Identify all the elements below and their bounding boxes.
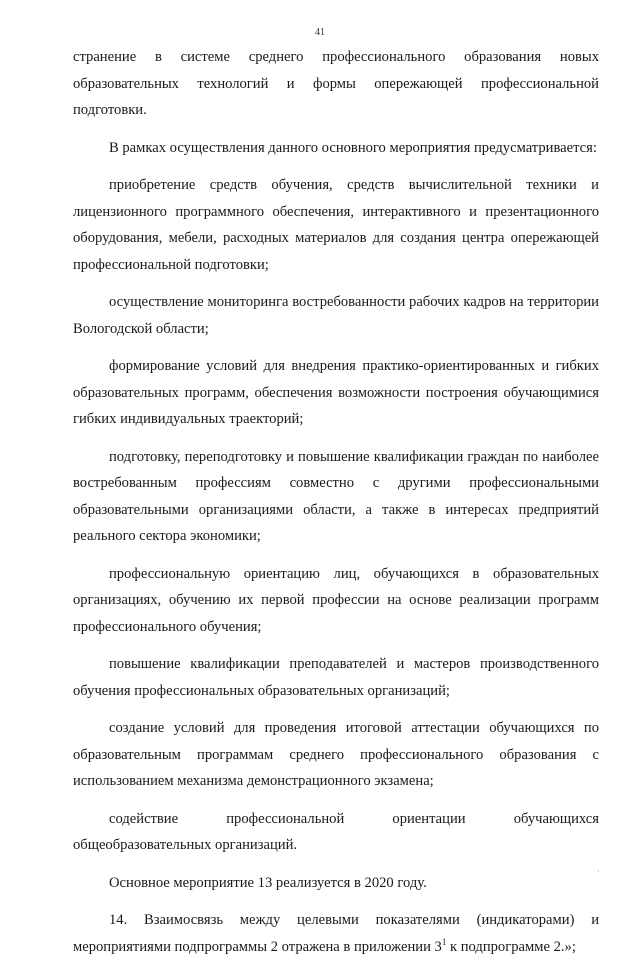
paragraph-intro: В рамках осуществления данного основного мероприятия предусматривается: bbox=[109, 139, 597, 156]
scan-mark: · bbox=[597, 867, 600, 876]
paragraph-continuation: странение в системе среднего профессионального образования новых образовательных технологий и формы опережающей профессиональной подготовки. bbox=[73, 49, 599, 118]
list-item-spread-line: содействие профессиональной ориентации обучающихся bbox=[109, 810, 599, 827]
appendix-superscript: 1 bbox=[441, 936, 447, 947]
list-item-last-line: общеобразовательных организаций. bbox=[73, 837, 298, 853]
list-item: осуществление мониторинга востребованности рабочих кадров на территории Вологодской области; bbox=[73, 294, 599, 337]
list-item: формирование условий для внедрения практико-ориентированных и гибких образовательных программ, обеспечения возможности построения обучающимися гибких индивидуальных траекторий; bbox=[73, 358, 599, 427]
list-item: профессиональную ориентацию лиц, обучающихся в образовательных организациях, обучению их первой профессии на основе реализации программ профессионального обучения; bbox=[73, 565, 599, 635]
list-item: повышение квалификации преподавателей и мастеров производственного обучения профессиональных образовательных организаций; bbox=[73, 656, 599, 699]
list-item: подготовку, переподготовку и повышение квалификации граждан по наиболее востребованным профессиям совместно с другими профессиональными образовательными организациями области, а также в интересах предприятий реального сектора экономики; bbox=[73, 448, 599, 544]
list-item: создание условий для проведения итоговой аттестации обучающихся по образовательным программам среднего профессионального образования с использованием механизма демонстрационного экзамена; bbox=[73, 720, 599, 789]
list-item: приобретение средств обучения, средств вычислительной техники и лицензионного программного обеспечения, интерактивного и презентационного оборудования, мебели, расходных материалов для создания центра опережающей профессиональной подготовки; bbox=[73, 177, 599, 273]
document-body bbox=[73, 44, 599, 971]
section-14-tail: к подпрограмме 2.»; bbox=[446, 938, 576, 955]
page-number: 41 bbox=[315, 27, 325, 38]
paragraph-timing: Основное мероприятие 13 реализуется в 2020 году. bbox=[109, 874, 427, 891]
paragraph-section-14 bbox=[73, 907, 599, 960]
section-14-text: 14. Взаимосвязь между целевыми показателями (индикаторами) и мероприятиями подпрограммы 2 отражена в приложении 3 bbox=[73, 912, 599, 955]
